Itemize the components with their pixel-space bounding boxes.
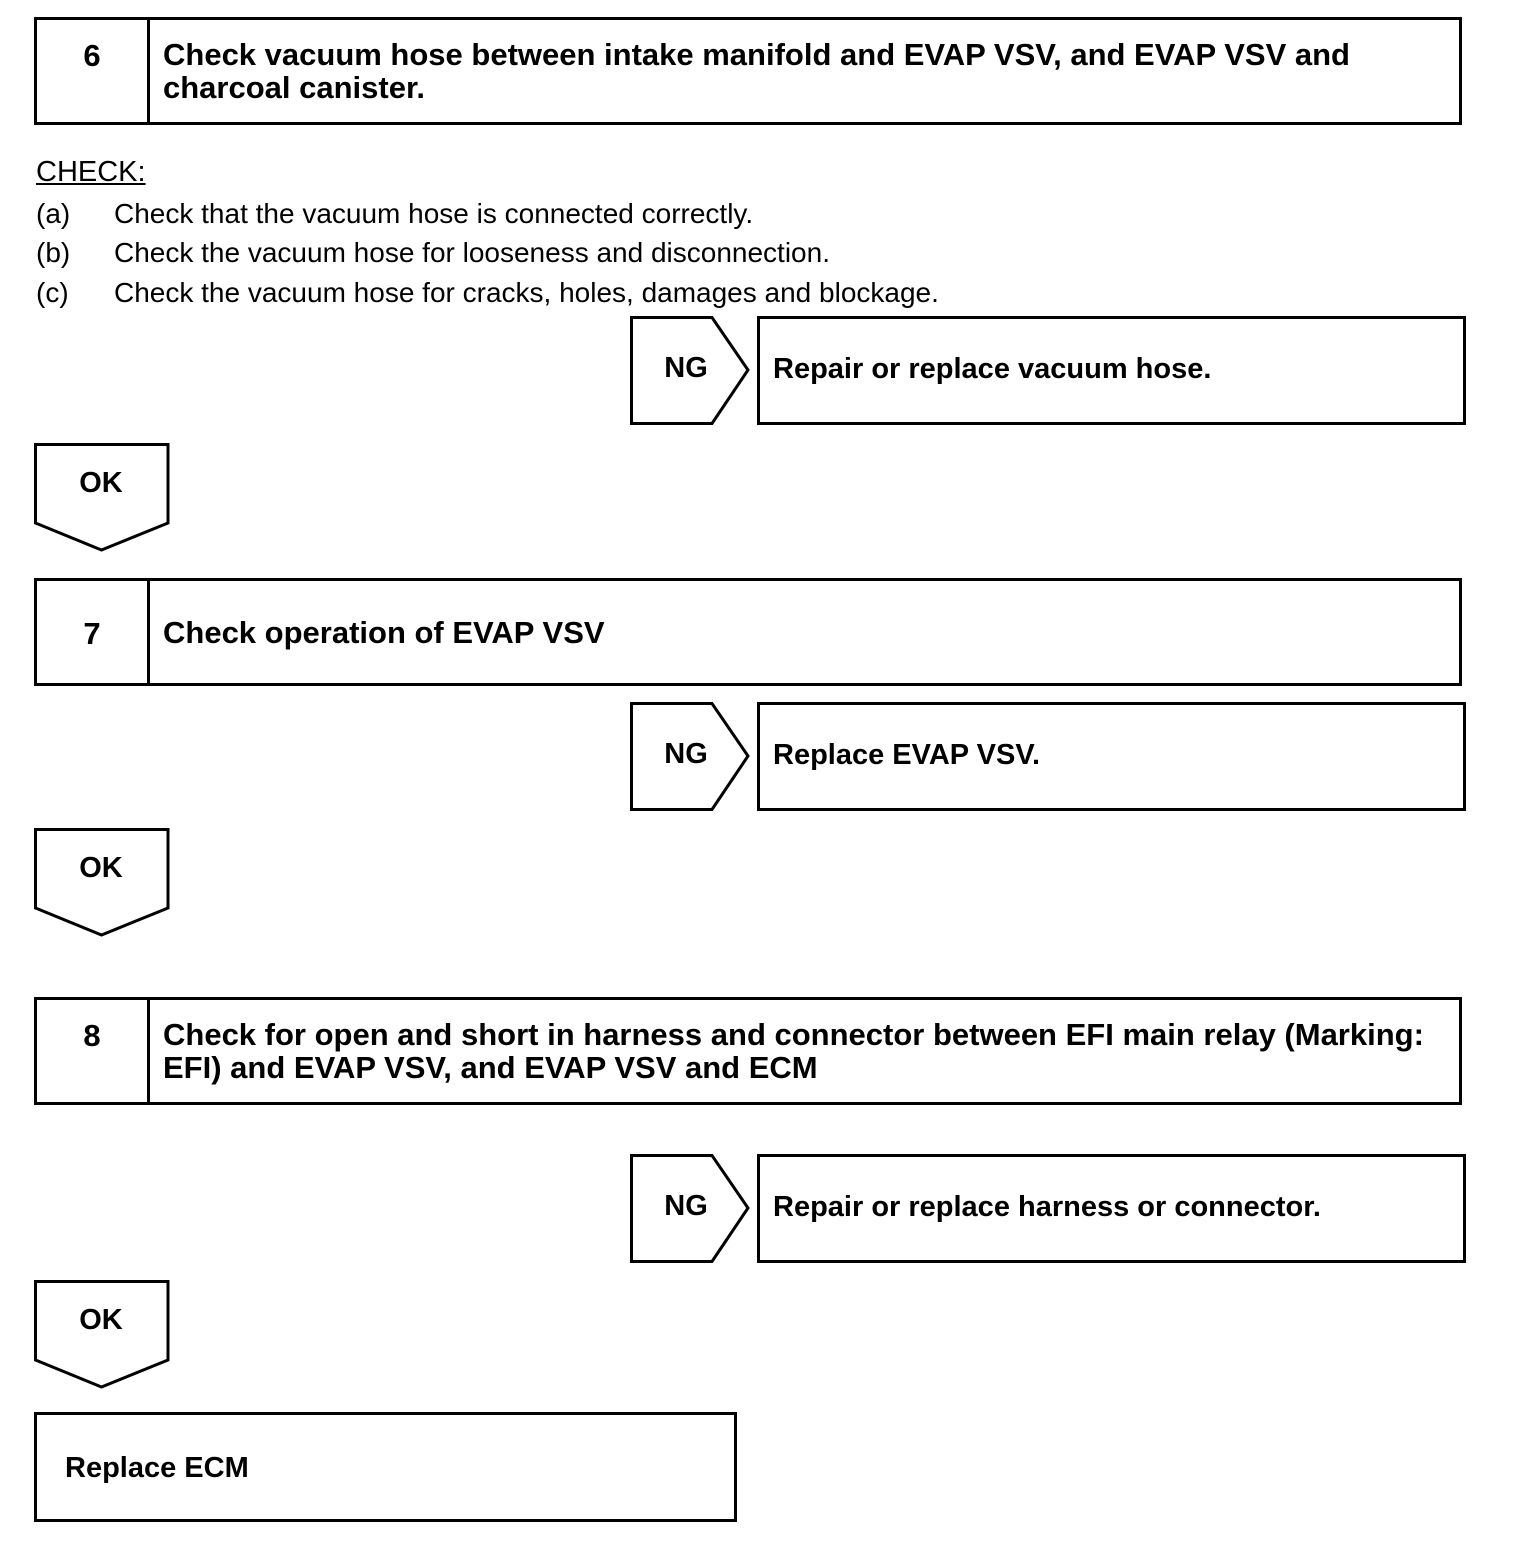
step-title: Check for open and short in harness and connector between EFI main relay (Marking: EFI) and EVAP VSV, and EVAP VSV and ECM — [163, 1017, 1424, 1085]
step-8-box — [34, 997, 1462, 1105]
ng-label: NG — [664, 1190, 708, 1222]
step-6-box — [34, 17, 1462, 125]
step-number: 7 — [37, 581, 150, 683]
check-heading: CHECK: — [36, 156, 146, 188]
ng-label: NG — [664, 352, 708, 384]
check-item-label: (c) — [36, 277, 69, 308]
ng-arrow — [630, 702, 752, 812]
final-action-box — [34, 1412, 737, 1522]
check-item — [36, 239, 830, 267]
step-title: Check operation of EVAP VSV — [163, 615, 605, 650]
ng-action-text: Repair or replace vacuum hose. — [773, 353, 1212, 385]
ok-label: OK — [79, 1304, 123, 1336]
check-item — [36, 279, 939, 307]
step-title: Check vacuum hose between intake manifold and EVAP VSV, and EVAP VSV and charcoal canister. — [163, 37, 1350, 105]
ng-action-box — [757, 316, 1466, 425]
check-item-text: Check the vacuum hose for looseness and disconnection. — [114, 237, 830, 268]
ng-action-box — [757, 702, 1466, 811]
ok-arrow — [34, 1280, 171, 1390]
ng-action-text: Repair or replace harness or connector. — [773, 1191, 1321, 1223]
final-action-text: Replace ECM — [65, 1452, 249, 1484]
ok-label: OK — [79, 852, 123, 884]
ng-action-box — [757, 1154, 1466, 1263]
check-item — [36, 200, 753, 228]
check-item-label: (b) — [36, 237, 71, 268]
ng-label: NG — [664, 738, 708, 770]
ok-arrow — [34, 828, 171, 938]
ng-action-text: Replace EVAP VSV. — [773, 739, 1041, 771]
step-number: 8 — [37, 1000, 150, 1102]
check-item-text: Check the vacuum hose for cracks, holes, damages and blockage. — [114, 277, 939, 308]
ng-arrow — [630, 316, 752, 426]
step-number: 6 — [37, 20, 150, 122]
ok-arrow — [34, 443, 171, 553]
ok-label: OK — [79, 467, 123, 499]
check-item-label: (a) — [36, 198, 71, 229]
step-7-box — [34, 578, 1462, 686]
check-item-text: Check that the vacuum hose is connected correctly. — [114, 198, 754, 229]
ng-arrow — [630, 1154, 752, 1264]
